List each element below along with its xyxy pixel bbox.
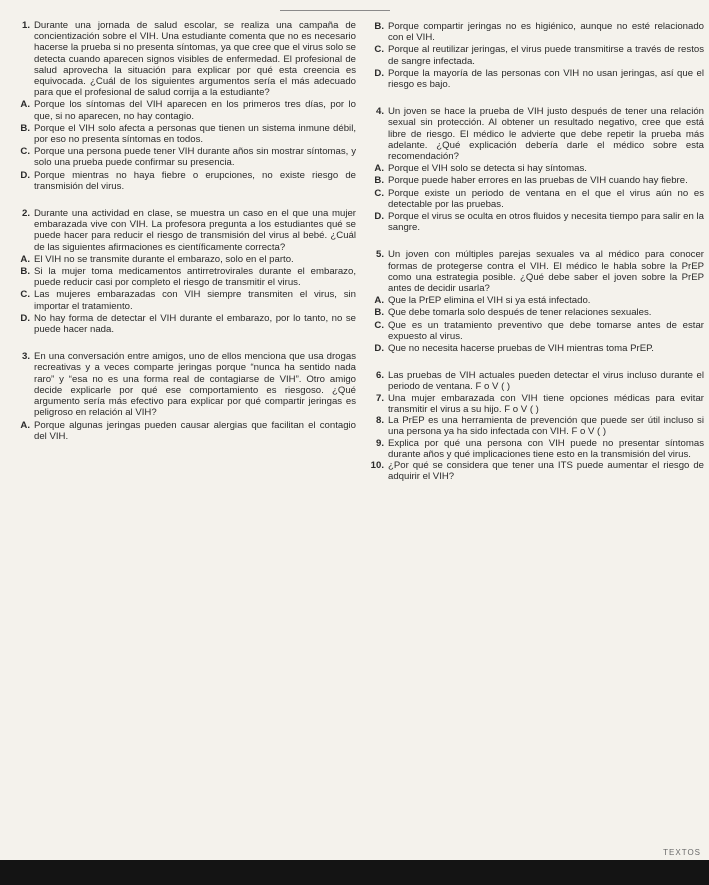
- option-3d: D. Porque la mayoría de las personas con VIH no usan jeringas, así que el riesgo es bajo.: [374, 67, 704, 91]
- option-1d: D. Porque mientras no haya fiebre o erupciones, no existe riesgo de transmisión del virus.: [20, 169, 356, 192]
- option-1c: C. Porque una persona puede tener VIH durante años sin mostrar síntomas, y solo una prueba puede confirmar su presencia.: [20, 146, 356, 169]
- option-2c: C. Las mujeres embarazadas con VIH siempre transmiten el virus, sin importar el tratamiento.: [20, 289, 356, 312]
- question-text: Durante una actividad en clase, se muestra un caso en el que una mujer embarazada vive con VIH. La profesora pregunta a los estudiantes qué se puede hacer para reducir el riesgo de transmisión del virus al bebé. ¿Cuál de las siguientes afirmaciones es científicamente correcta?: [34, 208, 356, 253]
- option-2d: D. No hay forma de detectar el VIH durante el embarazo, por lo tanto, no se puede hacer nada.: [20, 312, 356, 336]
- question-text: La PrEP es una herramienta de prevención que puede ser útil incluso si una persona ya ha sido infectada con VIH. F o V ( ): [388, 415, 704, 438]
- question-number: 2.: [21, 208, 30, 220]
- question-number: 5.: [375, 249, 384, 261]
- question-text: Explica por qué una persona con VIH puede no presentar síntomas durante años y qué implicaciones tiene esto en la transmisión del virus.: [388, 437, 704, 460]
- top-rule: [280, 10, 390, 11]
- question-9: [362, 438, 704, 460]
- question-number: 8.: [375, 415, 384, 427]
- question-text: Una mujer embarazada con VIH tiene opciones médicas para evitar transmitir el virus a su hijo. F o V ( ): [388, 392, 704, 415]
- question-text: Las pruebas de VIH actuales pueden detectar el virus incluso durante el periodo de ventana. F o V ( ): [388, 370, 704, 393]
- question-4: [362, 106, 704, 162]
- option-4a: A. Porque el VIH solo se detecta si hay síntomas.: [374, 163, 587, 175]
- option-5b: B. Que debe tomarla solo después de tener relaciones sexuales.: [374, 307, 652, 319]
- question-text: Un joven se hace la prueba de VIH justo después de tener una relación sexual sin protección. Al obtener un resultado negativo, cree que está libre de riesgo. El médico le advierte que debe repetir la prueba más adelante. ¿Qué explicación debería darle el médico sobre esta recomendación?: [388, 106, 704, 163]
- question-8: [362, 415, 704, 437]
- question-text: En una conversación entre amigos, uno de ellos menciona que usa drogas recreativas y a veces comparte jeringas porque “nunca ha sentido nada raro” y “esa no es una forma real de contagiarse de VIH”. Otro amigo decide explicarle por qué ese comportamiento es riesgoso. ¿Qué argumento sería más efectivo para explicar por qué compartir jeringas es peligroso en relación al VIH?: [34, 351, 356, 419]
- option-1a: A. Porque los síntomas del VIH aparecen en los primeros tres días, por lo que, si no aparecen, no hay contagio.: [20, 99, 356, 122]
- option-2a: A. El VIH no se transmite durante el embarazo, solo en el parto.: [20, 253, 294, 265]
- left-column: [8, 20, 356, 442]
- option-3a: A. Porque algunas jeringas pueden causar alergias que facilitan el contagio del VIH.: [20, 419, 356, 442]
- question-text: Un joven con múltiples parejas sexuales va al médico para conocer formas de protegerse contra el VIH. El médico le habla sobre la PrEP como una estrategia posible. ¿Qué debe saber el joven sobre la PrEP antes de decidir usarla?: [388, 249, 704, 295]
- option-4c: C. Porque existe un periodo de ventana en el que el virus aún no es detectable por las pruebas.: [374, 187, 704, 210]
- question-number: 1.: [21, 20, 30, 31]
- question-number: 7.: [375, 392, 384, 404]
- option-2b: B. Si la mujer toma medicamentos antirretrovirales durante el embarazo, puede reducir casi por completo el riesgo de transmitir el virus.: [20, 266, 356, 289]
- question-number: 4.: [375, 106, 384, 118]
- question-number: 9.: [375, 437, 384, 449]
- question-text: Durante una jornada de salud escolar, se realiza una campaña de concientización sobre el VIH. Una estudiante comenta que no es necesario hacerse la prueba si no presenta síntomas, ya que cree que el virus solo se detecta cuando aparecen signos visibles de enfermedad. El profesional de salud aprovecha la situación para explicar por qué esta creencia es equivocada. ¿Cuál de los siguientes argumentos sería el más adecuado para que el profesional de salud corrija a la estudiante?: [34, 20, 356, 99]
- question-text: ¿Por qué se considera que tener una ITS puede aumentar el riesgo de adquirir el VIH?: [388, 459, 704, 483]
- option-4b: B. Porque puede haber errores en las pruebas de VIH cuando hay fiebre.: [374, 175, 688, 187]
- question-3: [8, 351, 356, 418]
- question-number: 6.: [375, 370, 384, 382]
- bottom-shadow-bar: [0, 860, 709, 885]
- option-5c: C. Que es un tratamiento preventivo que debe tomarse antes de estar expuesto al virus.: [374, 319, 704, 342]
- question-7: [362, 393, 704, 415]
- option-5a: A. Que la PrEP elimina el VIH si ya está infectado.: [374, 295, 591, 307]
- option-5d: D. Que no necesita hacerse pruebas de VIH mientras toma PrEP.: [374, 343, 654, 355]
- footer-mark: TEXTOS: [663, 848, 701, 857]
- question-10: [362, 460, 704, 482]
- question-1: [8, 20, 356, 98]
- question-6: [362, 370, 704, 392]
- question-number: 10.: [370, 459, 384, 471]
- right-column: [362, 20, 704, 482]
- option-3c: C. Porque al reutilizar jeringas, el virus puede transmitirse a través de restos de sangre infectada.: [374, 44, 704, 67]
- question-number: 3.: [21, 351, 30, 363]
- option-1b: B. Porque el VIH solo afecta a personas que tienen un sistema inmune débil, por eso no presenta síntomas en todos.: [20, 122, 356, 146]
- option-3b: B. Porque compartir jeringas no es higiénico, aunque no esté relacionado con el VIH.: [374, 21, 704, 44]
- option-4d: D. Porque el virus se oculta en otros fluidos y necesita tiempo para salir en la sangre.: [374, 211, 704, 234]
- question-5: [362, 249, 704, 294]
- question-2: [8, 208, 356, 253]
